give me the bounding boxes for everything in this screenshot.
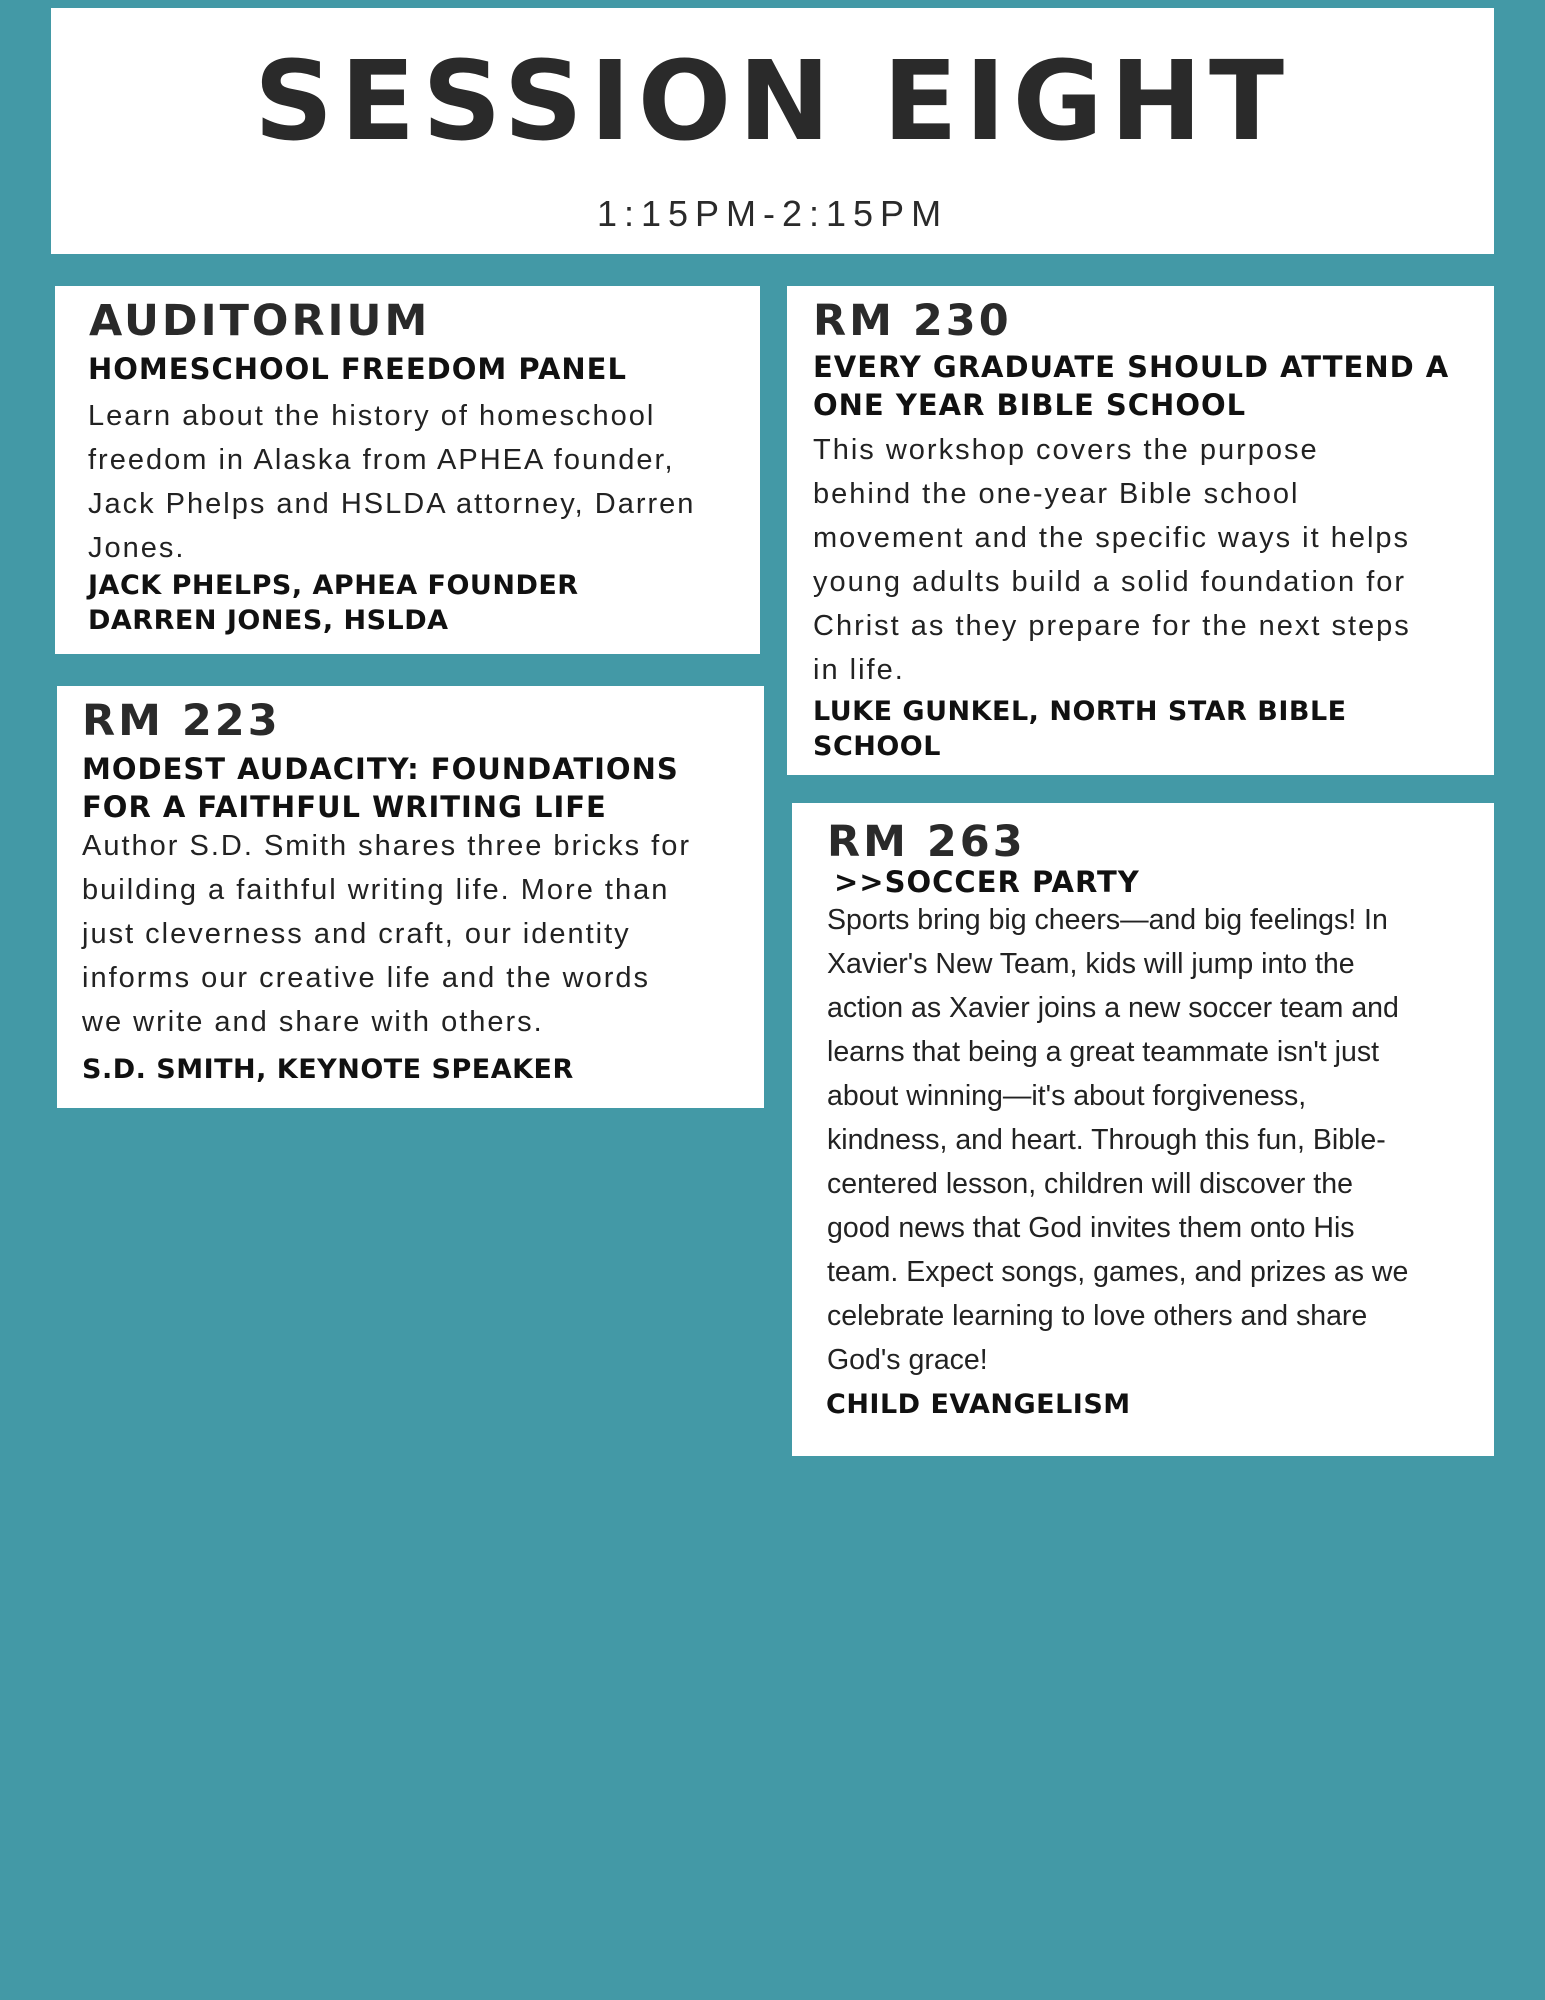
talk-title-line: FOR A FAITHFUL WRITING LIFE: [82, 790, 607, 824]
description-line: Xavier's New Team, kids will jump into the: [827, 948, 1355, 980]
description-line: Jack Phelps and HSLDA attorney, Darren: [88, 488, 696, 520]
description-line: informs our creative life and the words: [82, 962, 650, 994]
room-name: RM 263: [827, 817, 1026, 867]
description-line: young adults build a solid foundation for: [813, 566, 1407, 598]
description-line: in life.: [813, 654, 905, 686]
talk-title: >>SOCCER PARTY: [834, 865, 1140, 899]
talk-title-line: MODEST AUDACITY: FOUNDATIONS: [82, 752, 679, 786]
description-line: freedom in Alaska from APHEA founder,: [88, 444, 675, 476]
talk-title-line: ONE YEAR BIBLE SCHOOL: [813, 388, 1247, 422]
description-line: Christ as they prepare for the next steps: [813, 610, 1411, 642]
description-line: Jones.: [88, 532, 186, 564]
description-line: movement and the specific ways it helps: [813, 522, 1411, 554]
talk-title: [813, 348, 1488, 424]
session-card-auditorium: [55, 286, 760, 654]
session-card-rm-263: [792, 803, 1494, 1456]
description-line: team. Expect songs, games, and prizes as we: [827, 1256, 1409, 1288]
speaker-name: SCHOOL: [813, 731, 941, 762]
description-line: we write and share with others.: [82, 1006, 544, 1038]
speaker-list: [82, 1052, 574, 1087]
session-time: 1:15PM-2:15PM: [596, 193, 949, 234]
speaker-list: [88, 568, 579, 638]
session-header: [51, 8, 1494, 254]
description-line: learns that being a great teammate isn't just: [827, 1036, 1379, 1068]
talk-title: [82, 750, 752, 826]
description-line: behind the one-year Bible school: [813, 478, 1300, 510]
room-name: AUDITORIUM: [89, 296, 431, 346]
description-line: Author S.D. Smith shares three bricks for: [82, 830, 692, 862]
talk-title: HOMESCHOOL FREEDOM PANEL: [88, 352, 627, 386]
talk-description: [813, 428, 1493, 692]
description-line: centered lesson, children will discover the: [827, 1168, 1353, 1200]
speaker-name: DARREN JONES, HSLDA: [88, 605, 449, 636]
speaker-name: LUKE GUNKEL, NORTH STAR BIBLE: [813, 696, 1347, 727]
speaker-list: [813, 694, 1413, 764]
description-line: Learn about the history of homeschool: [88, 400, 656, 432]
talk-description: [82, 824, 762, 1044]
session-card-rm-230: [787, 286, 1494, 775]
speaker-list: [826, 1387, 1131, 1422]
talk-description: [827, 898, 1477, 1382]
session-title: SESSION EIGHT: [253, 37, 1292, 165]
description-line: kindness, and heart. Through this fun, Bible-: [827, 1124, 1386, 1156]
description-line: action as Xavier joins a new soccer team and: [827, 992, 1399, 1024]
speaker-name: S.D. SMITH, KEYNOTE SPEAKER: [82, 1054, 574, 1085]
description-line: Sports bring big cheers—and big feelings! In: [827, 904, 1388, 936]
description-line: about winning—it's about forgiveness,: [827, 1080, 1307, 1112]
description-line: good news that God invites them onto His: [827, 1212, 1355, 1244]
description-line: This workshop covers the purpose: [813, 434, 1319, 466]
description-line: celebrate learning to love others and share: [827, 1300, 1368, 1332]
description-line: building a faithful writing life. More than: [82, 874, 670, 906]
description-line: just cleverness and craft, our identity: [82, 918, 631, 950]
room-name: RM 230: [813, 296, 1012, 346]
speaker-name: JACK PHELPS, APHEA FOUNDER: [88, 570, 579, 601]
room-name: RM 223: [82, 696, 281, 746]
description-line: God's grace!: [827, 1344, 988, 1376]
talk-title-line: EVERY GRADUATE SHOULD ATTEND A: [813, 350, 1450, 384]
session-card-rm-223: [57, 686, 764, 1108]
talk-description: [88, 394, 758, 570]
speaker-name: CHILD EVANGELISM: [826, 1389, 1131, 1420]
